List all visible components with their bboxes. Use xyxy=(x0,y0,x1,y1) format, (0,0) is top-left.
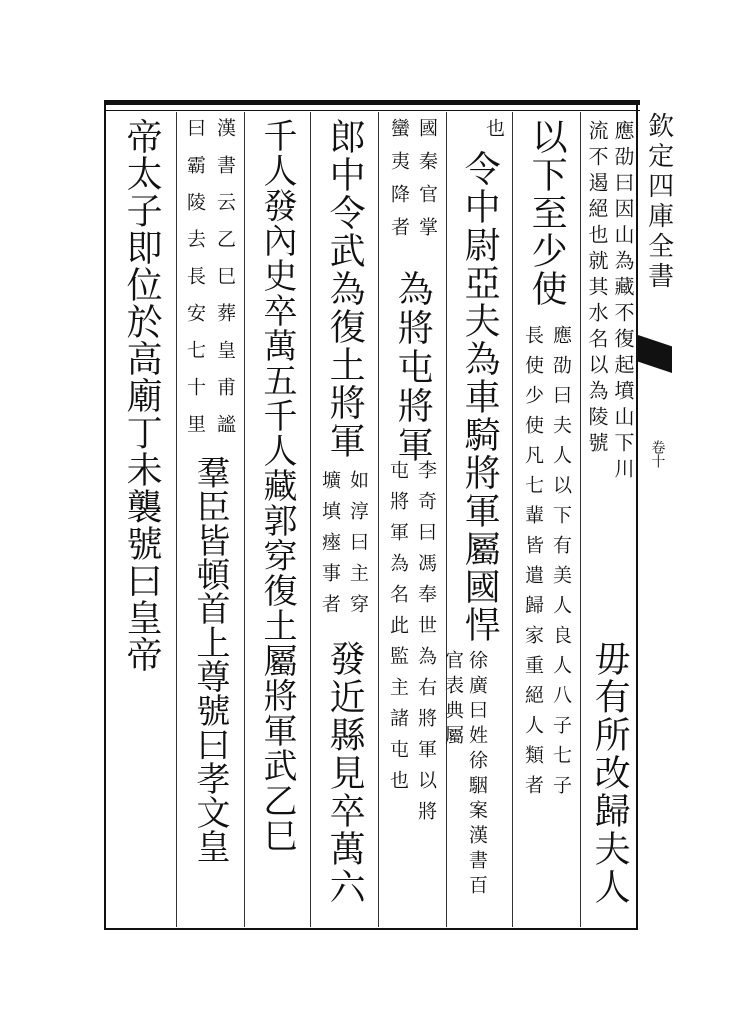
annotation-line: 國秦官掌 xyxy=(416,118,438,250)
annotation-line: 如淳曰主穿 xyxy=(347,470,369,625)
annotation-line: 流不遏絕也就其水名以為陵號 xyxy=(585,120,609,458)
top-border-thick xyxy=(104,100,640,105)
volume-label-text: 卷十 xyxy=(649,440,666,468)
main-text: 毋有所改歸夫人 xyxy=(589,640,631,906)
annotation-line: 壙填瘞事者 xyxy=(319,470,341,625)
text-column-4 xyxy=(448,150,510,644)
column-divider xyxy=(244,112,245,927)
text-column-5 xyxy=(380,270,444,465)
annotation-block xyxy=(516,325,578,805)
annotation-line: 應劭曰因山為藏不復起墳山下川 xyxy=(611,120,635,484)
book-title xyxy=(640,112,676,292)
annotation-line: 屯將軍為名此監主諸屯也 xyxy=(387,460,409,801)
left-border xyxy=(104,100,106,930)
main-text: 以下至少使 xyxy=(526,118,568,308)
text-column-8 xyxy=(246,118,308,853)
annotation-line: 曰霸陵去長安七十里 xyxy=(184,118,206,451)
annotation-line: 也 xyxy=(483,118,505,137)
main-text: 羣臣皆頓首上尊號曰孝文皇 xyxy=(190,455,231,863)
text-column-10 xyxy=(108,118,174,673)
annotation-block xyxy=(382,118,444,250)
column-divider xyxy=(512,112,513,927)
main-text: 千人發內史卒萬五千人藏郭穿復土屬將軍武乙巳 xyxy=(257,118,298,853)
annotation-block xyxy=(312,470,376,625)
annotation-block xyxy=(380,460,444,832)
annotation-line: 徐廣曰姓徐駰案漢書百官表典屬 xyxy=(442,650,488,900)
bottom-border xyxy=(104,928,638,930)
text-column-6 xyxy=(312,118,376,460)
right-border xyxy=(636,100,638,930)
text-column-7 xyxy=(312,640,376,906)
annotation-line: 應劭曰夫人以下有美人良人八子七子 xyxy=(550,325,572,805)
top-border-thin xyxy=(104,110,640,111)
text-column-2 xyxy=(582,640,636,906)
main-text: 發近縣見卒萬六 xyxy=(324,640,366,906)
annotation-line: 漢書云乙巳葬皇甫謐 xyxy=(214,118,236,451)
column-divider xyxy=(176,112,177,927)
main-text: 帝太子即位於高廟丁未襲號曰皇帝 xyxy=(121,118,163,673)
main-text: 郎中令武為復土將軍 xyxy=(324,118,366,460)
annotation-line: 李奇曰馮奉世為右將軍以將 xyxy=(415,460,437,832)
annotation-line: 長使少使凡七輩皆遣歸家重絕人類者 xyxy=(522,325,544,805)
annotation-line: 蠻夷降者 xyxy=(388,118,410,250)
book-title-text: 欽定四庫全書 xyxy=(643,112,674,292)
main-text: 令中尉亞夫為車騎將軍屬國悍 xyxy=(459,150,501,644)
main-text: 為將屯將軍 xyxy=(392,270,434,465)
annotation-block xyxy=(178,118,242,451)
text-column-3 xyxy=(514,118,578,308)
column-divider xyxy=(310,112,311,927)
annotation-block xyxy=(442,650,508,910)
column-divider xyxy=(378,112,379,927)
volume-label xyxy=(642,440,672,468)
fishtail-mark xyxy=(638,335,672,373)
annotation-block xyxy=(450,118,510,137)
column-divider xyxy=(580,112,581,927)
text-column-9 xyxy=(178,455,242,863)
